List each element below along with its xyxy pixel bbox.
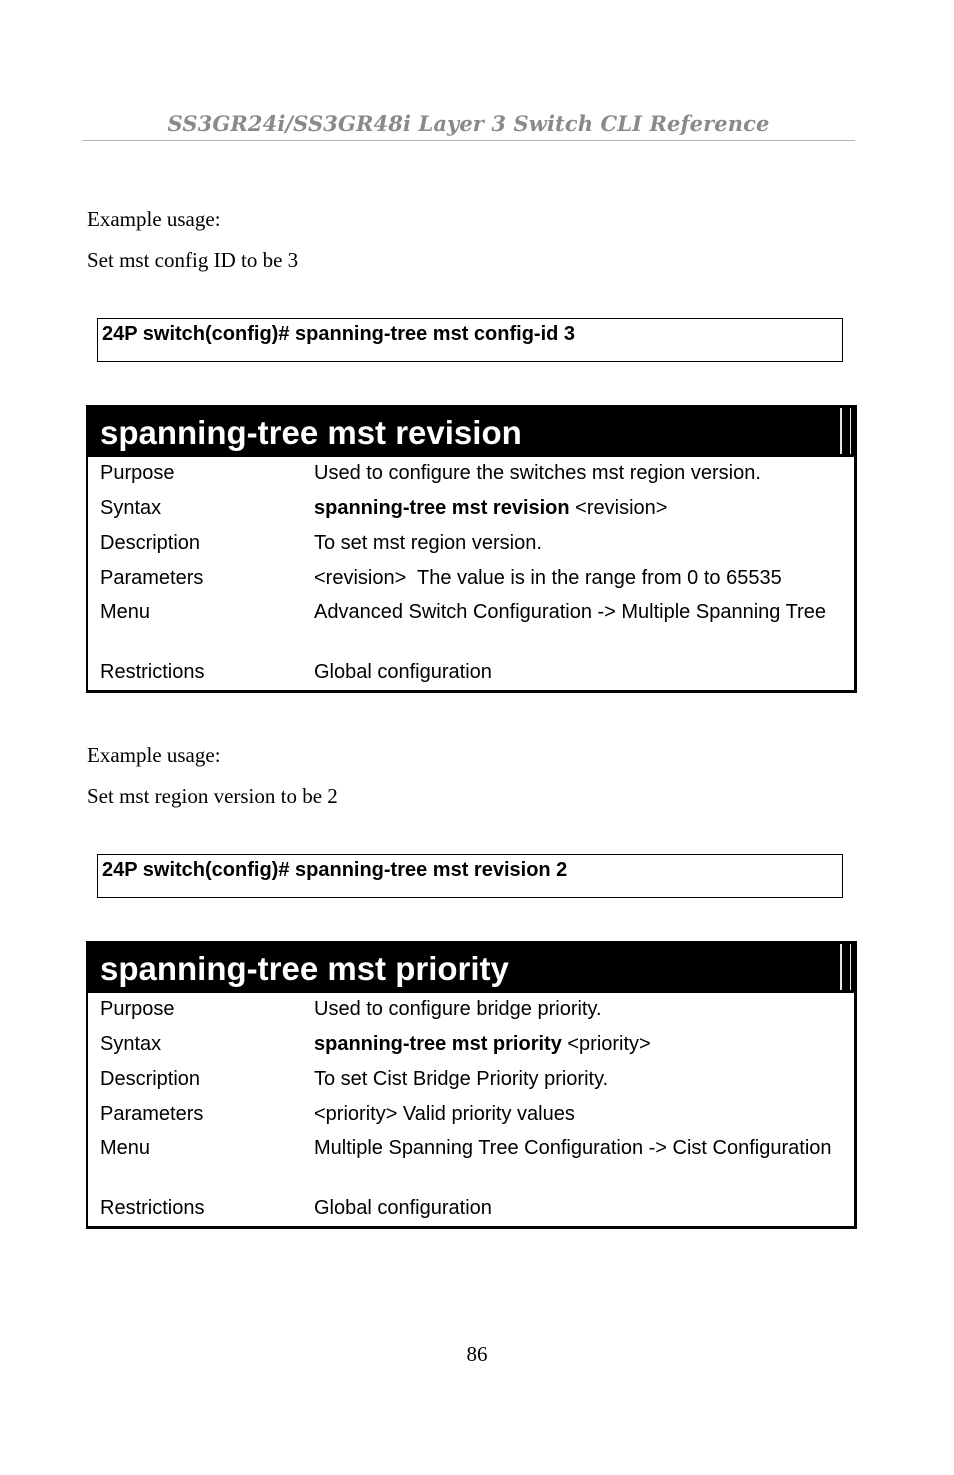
- row-description: [88, 531, 854, 566]
- row-description: [88, 1067, 854, 1102]
- command-table-title-bar: [88, 941, 854, 993]
- row-parameters: [88, 566, 854, 600]
- row-purpose: [88, 997, 854, 1032]
- row-label: Description: [100, 532, 201, 554]
- syntax-command: spanning-tree mst revision: [314, 497, 570, 519]
- title-bar-rule: [850, 944, 851, 990]
- row-value: Global configuration: [314, 1197, 492, 1219]
- row-label: Purpose: [100, 462, 175, 484]
- row-label: Description: [100, 1068, 201, 1090]
- example-usage-label-1: Example usage:: [87, 207, 221, 231]
- row-label: Parameters: [100, 1103, 204, 1125]
- row-value: <priority> Valid priority values: [314, 1103, 575, 1125]
- syntax-command: spanning-tree mst priority: [314, 1033, 562, 1055]
- example-usage-label-2: Example usage:: [87, 743, 221, 767]
- command-table-priority: [86, 941, 857, 1229]
- command-table-title-bar: [88, 405, 854, 457]
- row-value: To set mst region version.: [314, 532, 542, 554]
- title-bar-rule: [840, 408, 842, 454]
- title-bar-rule: [850, 408, 851, 454]
- command-table-revision: [86, 405, 857, 693]
- row-purpose: [88, 461, 854, 496]
- row-label: Menu: [100, 601, 151, 623]
- command-table-title: spanning-tree mst revision: [100, 414, 522, 451]
- row-value: Global configuration: [314, 661, 492, 683]
- command-table-title: spanning-tree mst priority: [100, 950, 509, 987]
- row-value: [314, 1032, 854, 1067]
- example-description-1: Set mst config ID to be 3: [87, 248, 299, 272]
- row-value: Multiple Spanning Tree Configuration -> Cist Configuration: [314, 1137, 832, 1159]
- example-description-2: Set mst region version to be 2: [87, 784, 338, 808]
- row-syntax: [88, 1032, 854, 1067]
- row-value: <revision> The value is in the range from 0 to 65535: [314, 567, 782, 589]
- row-value: [314, 496, 854, 531]
- row-syntax: [88, 496, 854, 531]
- row-menu: [88, 1136, 854, 1196]
- row-value: To set Cist Bridge Priority priority.: [314, 1068, 609, 1090]
- row-value: Used to configure bridge priority.: [314, 998, 602, 1020]
- row-label: Restrictions: [100, 661, 205, 683]
- syntax-argument: <revision>: [569, 497, 668, 519]
- command-example-revision: 24P switch(config)# spanning-tree mst revision 2: [97, 854, 843, 898]
- row-label: Syntax: [100, 1033, 162, 1055]
- row-restrictions: [88, 660, 854, 688]
- row-label: Purpose: [100, 998, 175, 1020]
- row-label: Syntax: [100, 497, 162, 519]
- row-value: Used to configure the switches mst region version.: [314, 462, 761, 484]
- command-example-config-id: 24P switch(config)# spanning-tree mst config-id 3: [97, 318, 843, 362]
- row-label: Menu: [100, 1137, 151, 1159]
- row-menu: [88, 600, 854, 660]
- row-label: Restrictions: [100, 1197, 205, 1219]
- syntax-argument: <priority>: [561, 1033, 651, 1055]
- row-restrictions: [88, 1196, 854, 1224]
- page-number: 86: [466, 1342, 488, 1366]
- running-header: SS3GR24i/SS3GR48i Layer 3 Switch CLI Reference: [82, 108, 855, 141]
- row-value: Advanced Switch Configuration -> Multiple Spanning Tree: [314, 601, 826, 623]
- row-label: Parameters: [100, 567, 204, 589]
- title-bar-rule: [840, 944, 842, 990]
- row-parameters: [88, 1102, 854, 1136]
